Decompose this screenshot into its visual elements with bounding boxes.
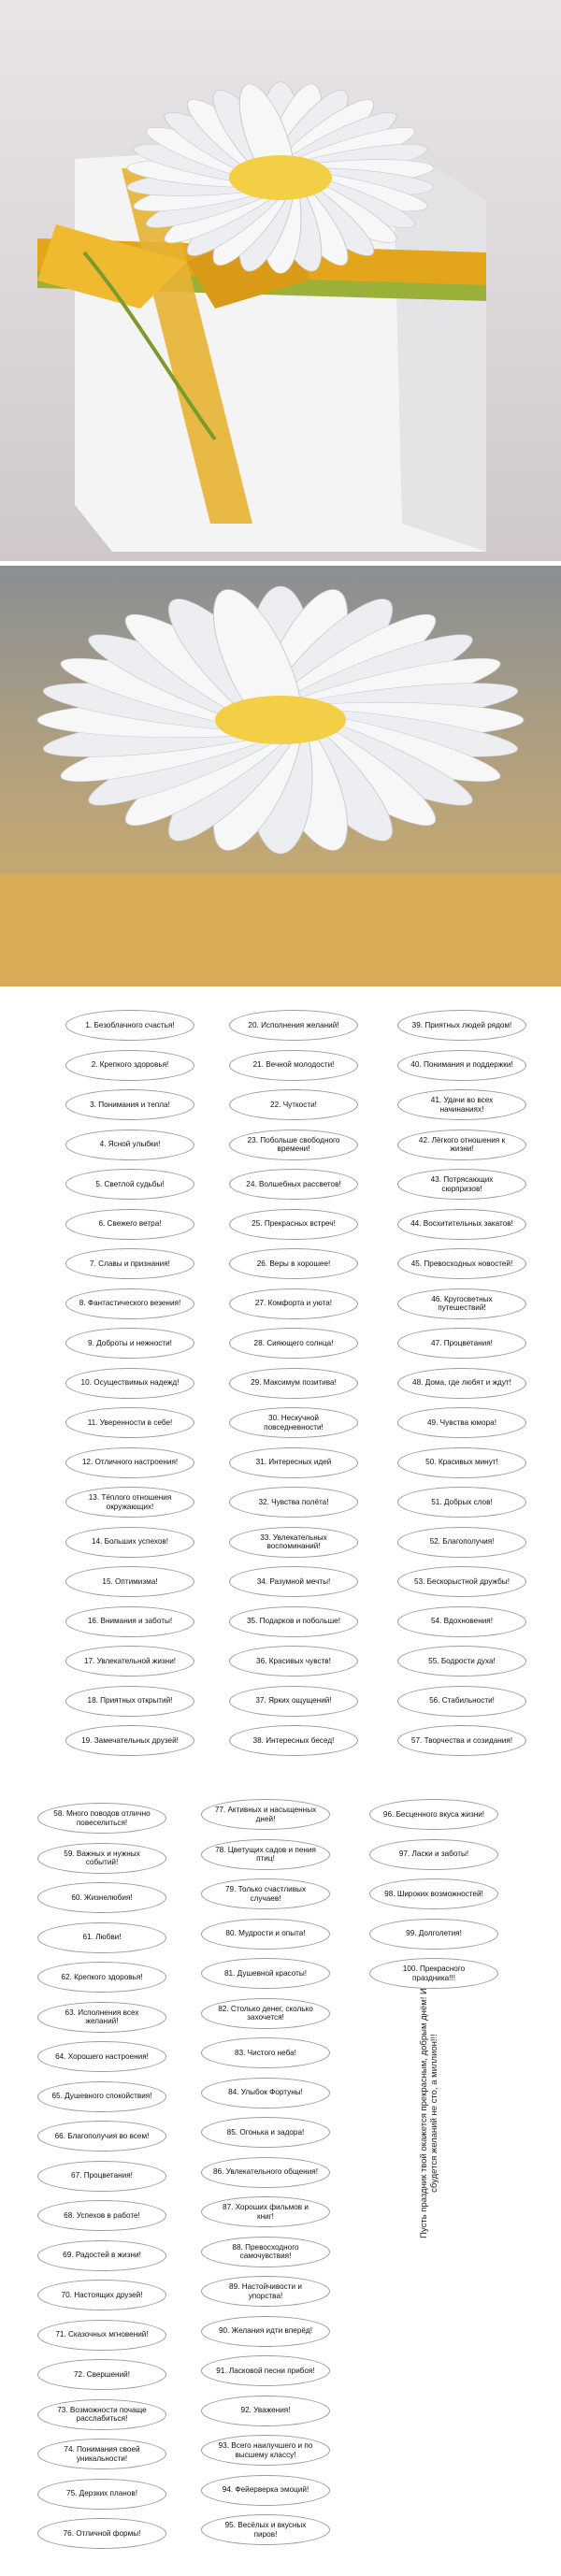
daisy-closeup-photo [0, 566, 561, 986]
wish-petal: 47. Процветания! [397, 1328, 526, 1359]
wish-petal: 97. Ласки и заботы! [369, 1839, 498, 1870]
wish-petal: 3. Понимания и тепла! [65, 1089, 194, 1120]
wish-petal: 7. Славы и признания! [65, 1248, 194, 1279]
wish-petal: 76. Отличной формы! [37, 2518, 166, 2549]
wish-petal: 90. Желания идти вперёд! [201, 2316, 330, 2347]
wish-petal: 95. Весёлых и вкусных пиров! [201, 2514, 330, 2545]
wish-petal: 10. Осуществимых надежд! [65, 1368, 194, 1399]
wish-petal: 55. Бодрости духа! [397, 1646, 526, 1677]
wish-petal: 73. Возможности почаще расслабиться! [37, 2399, 166, 2430]
wish-petal: 24. Волшебных рассветов! [229, 1169, 358, 1200]
wish-petal: 89. Настойчивости и упорства! [201, 2276, 330, 2307]
wish-petal: 70. Настоящих друзей! [37, 2280, 166, 2310]
wish-petal: 43. Потрясающих сюрпризов! [397, 1169, 526, 1200]
wish-petal: 69. Радостей в жизни! [37, 2240, 166, 2271]
wish-petal: 85. Огонька и задора! [201, 2117, 330, 2148]
wish-petal: 1. Безоблачного счастья! [65, 1010, 194, 1041]
wish-petal: 49. Чувства юмора! [397, 1407, 526, 1438]
wish-petal: 27. Комфорта и уюта! [229, 1288, 358, 1319]
wish-petal: 5. Светлой судьбы! [65, 1169, 194, 1200]
wish-petal: 67. Процветания! [37, 2161, 166, 2192]
wish-petal: 65. Душевного спокойствия! [37, 2081, 166, 2112]
wish-petal: 29. Максимум позитива! [229, 1368, 358, 1399]
wish-petal: 61. Любви! [37, 1922, 166, 1953]
wish-petal: 25. Прекрасных встреч! [229, 1209, 358, 1240]
wish-petal: 16. Внимания и заботы! [65, 1606, 194, 1637]
wish-petal: 79. Только счастливых случаев! [201, 1878, 330, 1909]
wish-petal: 62. Крепкого здоровья! [37, 1962, 166, 1993]
wish-petal: 48. Дома, где любят и ждут! [397, 1368, 526, 1399]
gift-box-photo [0, 0, 561, 561]
wish-petal: 23. Побольше свободного времени! [229, 1130, 358, 1160]
wish-petal: 22. Чуткости! [229, 1089, 358, 1120]
daisy-center [215, 696, 346, 744]
daisy-closeup-illustration [0, 566, 561, 986]
wish-petal: 20. Исполнения желаний! [229, 1010, 358, 1041]
wish-petal: 41. Удачи во всех начинаниях! [397, 1089, 526, 1120]
wish-petal: 15. Оптимизма! [65, 1566, 194, 1597]
wish-petal: 78. Цветущих садов и пения птиц! [201, 1839, 330, 1870]
wish-petal: 94. Фейерверка эмоций! [201, 2475, 330, 2506]
wish-petal: 8. Фантастического везения! [65, 1288, 194, 1319]
wish-petal: 39. Приятных людей рядом! [397, 1010, 526, 1041]
wish-petal: 46. Кругосветных путешествий! [397, 1288, 526, 1319]
wish-petal: 99. Долголетия! [369, 1919, 498, 1950]
wish-petal: 13. Тёплого отношения окружающих! [65, 1487, 194, 1518]
wish-petal: 2. Крепкого здоровья! [65, 1050, 194, 1081]
wish-petal: 37. Ярких ощущений! [229, 1686, 358, 1717]
wish-petal: 75. Дерзких планов! [37, 2479, 166, 2510]
wish-petal: 44. Восхитительных закатов! [397, 1209, 526, 1240]
wish-petal: 91. Ласковой песни прибоя! [201, 2355, 330, 2386]
wish-petal: 9. Доброты и нежности! [65, 1328, 194, 1359]
wish-petal: 72. Свершений! [37, 2359, 166, 2390]
wish-petal: 84. Улыбок Фортуны! [201, 2078, 330, 2108]
wish-petal: 21. Вечной молодости! [229, 1050, 358, 1081]
wish-petal: 52. Благополучия! [397, 1527, 526, 1558]
wish-petal: 31. Интересных идей [229, 1447, 358, 1478]
wish-petal: 51. Добрых слов! [397, 1487, 526, 1518]
closing-wish [419, 1982, 451, 2244]
wish-petal: 56. Стабильности! [397, 1686, 526, 1717]
wish-petal: 83. Чистого неба! [201, 2037, 330, 2068]
wish-petal: 77. Активных и насыщенных дней! [201, 1799, 330, 1830]
wish-petal: 80. Мудрости и опыта! [201, 1919, 330, 1950]
wish-petal: 17. Увлекательной жизни! [65, 1646, 194, 1677]
wish-petal: 12. Отличного настроения! [65, 1447, 194, 1478]
wish-petal: 26. Веры в хорошее! [229, 1248, 358, 1279]
wish-petal: 35. Подарков и побольше! [229, 1606, 358, 1637]
ribbon-blur [0, 874, 561, 986]
wish-petal: 88. Превосходного самочувствия! [201, 2237, 330, 2267]
wish-petal: 98. Широких возможностей! [369, 1878, 498, 1909]
wish-petal: 14. Больших успехов! [65, 1527, 194, 1558]
wish-petal: 92. Уважения! [201, 2396, 330, 2426]
wish-petal: 64. Хорошего настроения! [37, 2041, 166, 2072]
wish-petal: 59. Важных и нужных событий! [37, 1843, 166, 1874]
wish-petal: 58. Много поводов отлично повеселиться! [37, 1803, 166, 1834]
daisy-center [229, 155, 332, 200]
wish-petal: 63. Исполнения всех желаний! [37, 2002, 166, 2033]
wish-petal: 38. Интересных бесед! [229, 1725, 358, 1756]
wish-petal: 96. Бесценного вкуса жизни! [369, 1799, 498, 1830]
wish-petal: 57. Творчества и созидания! [397, 1725, 526, 1756]
wish-petal: 82. Столько денег, сколько захочется! [201, 1998, 330, 2029]
wish-petal: 93. Всего наилучшего и по высшему классу! [201, 2435, 330, 2466]
wish-petal: 19. Замечательных друзей! [65, 1725, 194, 1756]
wish-petal: 45. Превосходных новостей! [397, 1248, 526, 1279]
wish-petal: 11. Уверенности в себе! [65, 1407, 194, 1438]
wish-petal: 66. Благополучия во всем! [37, 2121, 166, 2151]
wish-petal: 4. Ясной улыбки! [65, 1130, 194, 1160]
wish-petal: 40. Понимания и поддержки! [397, 1050, 526, 1081]
wish-petal: 81. Душевной красоты! [201, 1958, 330, 1989]
wish-petal: 18. Приятных открытий! [65, 1686, 194, 1717]
wish-petal: 30. Нескучной повседневности! [229, 1407, 358, 1438]
wish-petal: 42. Лёгкого отношения к жизни! [397, 1130, 526, 1160]
wish-petal: 54. Вдохновения! [397, 1606, 526, 1637]
wish-petal: 50. Красивых минут! [397, 1447, 526, 1478]
wish-petal: 36. Красивых чувств! [229, 1646, 358, 1677]
wish-petal: 34. Разумной мечты! [229, 1566, 358, 1597]
wish-petal: 71. Сказочных мгновений! [37, 2320, 166, 2351]
wish-petal: 87. Хороших фильмов и книг! [201, 2196, 330, 2227]
wish-petal: 74. Понимания своей уникальности! [37, 2439, 166, 2469]
gift-box-illustration [0, 0, 561, 561]
wish-petal: 6. Свежего ветра! [65, 1209, 194, 1240]
wish-petal: 53. Бескорыстной дружбы! [397, 1566, 526, 1597]
wish-petal: 86. Увлекательного общения! [201, 2157, 330, 2188]
petal-template-sheet [0, 989, 561, 2576]
wish-petal: 60. Жизнелюбия! [37, 1882, 166, 1913]
wish-petal: 100. Прекрасного праздника!!! [369, 1958, 498, 1989]
closing-wish-text: Пусть праздник твой окажется прекрасным, добрым днём! И сбудется желаний не сто, а миллион!!! [419, 1988, 440, 2238]
wish-petal: 28. Сияющего солнца! [229, 1328, 358, 1359]
wish-petal: 33. Увлекательных воспоминаний! [229, 1527, 358, 1558]
wish-petal: 68. Успехов в работе! [37, 2200, 166, 2231]
wish-petal: 32. Чувства полёта! [229, 1487, 358, 1518]
